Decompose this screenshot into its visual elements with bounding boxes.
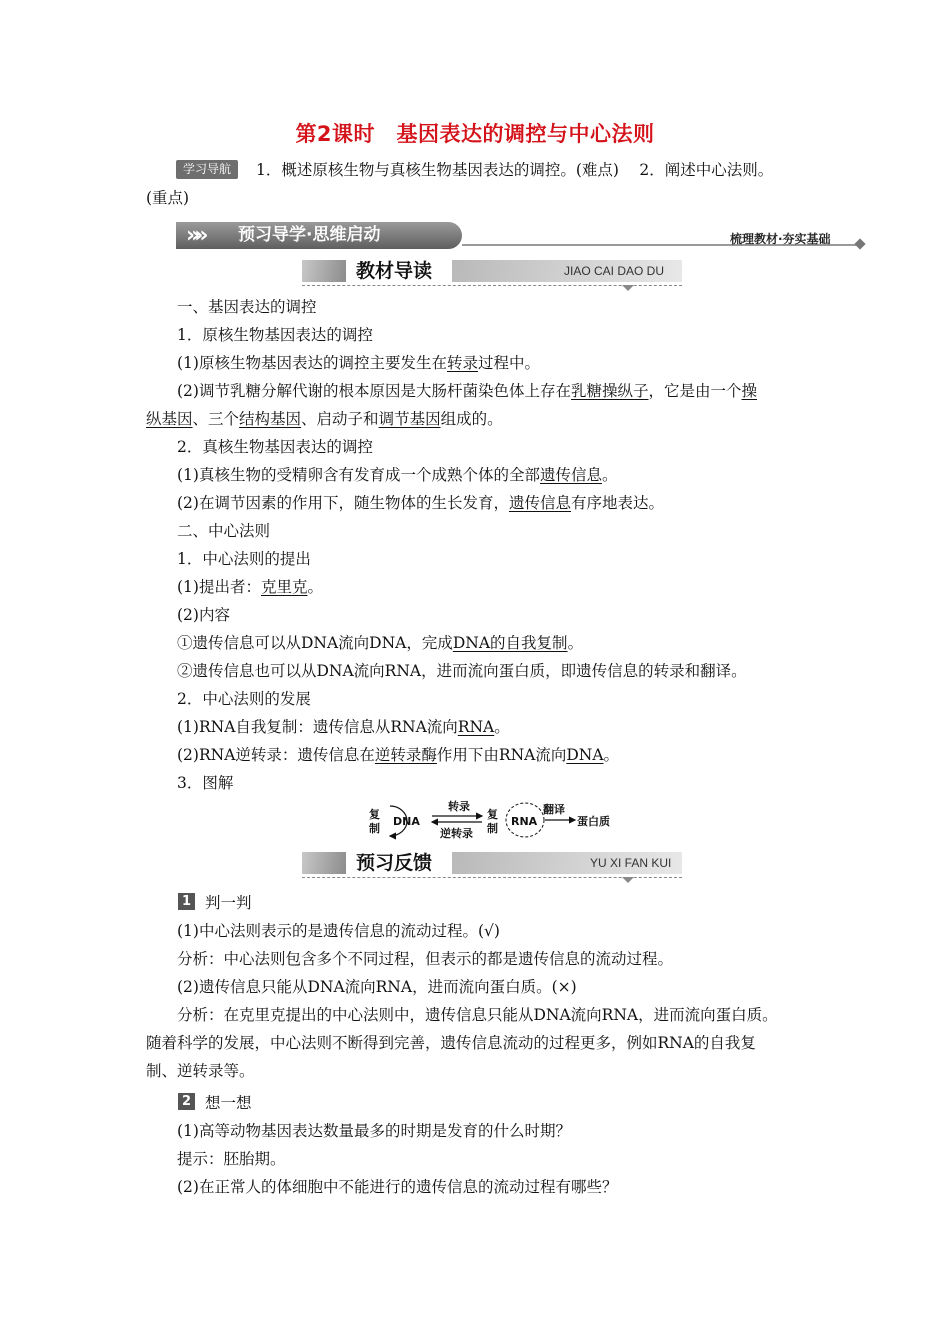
heading-1: 一、基因表达的调控 <box>177 298 317 316</box>
label-transcription: 转录 <box>448 800 470 813</box>
paragraph: (1)原核生物基因表达的调控主要发生在转录过程中。 <box>177 354 540 372</box>
analysis-continued: 制、逆转录等。 <box>146 1062 255 1080</box>
section-header-title: 预习反馈 <box>356 852 433 874</box>
paragraph: (2)调节乳糖分解代谢的根本原因是大肠杆菌染色体上存在乳糖操纵子，它是由一个操 <box>177 382 758 400</box>
central-dogma-diagram <box>360 796 630 846</box>
paragraph: ②遗传信息也可以从DNA流向RNA，进而流向蛋白质，即遗传信息的转录和翻译。 <box>177 662 747 680</box>
paragraph: (2)RNA逆转录：遗传信息在逆转录酶作用下由RNA流向DNA。 <box>177 746 620 764</box>
heading-2-1: 1．中心法则的提出 <box>177 550 311 568</box>
heading-1-2: 2．真核生物基因表达的调控 <box>177 438 373 456</box>
analysis: 分析：中心法则包含多个不同过程，但表示的都是遗传信息的流动过程。 <box>177 950 674 968</box>
banner-title: 预习导学·思维启动 <box>238 225 381 245</box>
analysis: 分析：在克里克提出的中心法则中，遗传信息只能从DNA流向RNA，进而流向蛋白质。 <box>177 1006 778 1024</box>
heading-2-3: 3．图解 <box>177 774 234 792</box>
diamond-icon <box>854 238 865 249</box>
study-guide-badge: 学习导航 <box>176 160 238 179</box>
triangle-down-icon <box>622 285 634 291</box>
section-header-pinyin: YU XI FAN KUI <box>590 856 672 870</box>
label-replication-1a: 复 <box>369 808 380 821</box>
paragraph: ①遗传信息可以从DNA流向DNA，完成DNA的自我复制。 <box>177 634 584 652</box>
label-replication-2a: 复 <box>487 808 498 821</box>
question: (1)中心法则表示的是遗传信息的流动过程。(√) <box>177 922 500 940</box>
analysis-continued: 随着科学的发展，中心法则不断得到完善，遗传信息流动的过程更多，例如RNA的自我复 <box>146 1034 756 1052</box>
label-replication-2b: 制 <box>487 822 498 835</box>
paragraph: (2)在调节因素的作用下，随生物体的生长发育，遗传信息有序地表达。 <box>177 494 664 512</box>
paragraph: (1)真核生物的受精卵含有发育成一个成熟个体的全部遗传信息。 <box>177 466 618 484</box>
heading-2-2: 2．中心法则的发展 <box>177 690 311 708</box>
paragraph: (1)提出者：克里克。 <box>177 578 323 596</box>
item-number-badge: 1 <box>178 893 195 910</box>
page-title: 第2课时 基因表达的调控与中心法则 <box>295 122 655 146</box>
section-header-title: 教材导读 <box>356 260 433 282</box>
paragraph: (1)RNA自我复制：遗传信息从RNA流向RNA。 <box>177 718 510 736</box>
question: (1)高等动物基因表达数量最多的时期是发育的什么时期？ <box>177 1122 571 1140</box>
heading-1-1: 1．原核生物基因表达的调控 <box>177 326 373 344</box>
study-guide-line-2: (重点) <box>146 189 190 207</box>
label-translation: 翻译 <box>543 803 565 816</box>
section-header-left-bar <box>302 260 346 282</box>
subheading-judge: 判一判 <box>205 894 252 912</box>
study-guide-line-1: 1．概述原核生物与真核生物基因表达的调控。(难点) 2．阐述中心法则。 <box>256 161 774 179</box>
triangle-down-icon <box>622 877 634 883</box>
paragraph: 纵基因、三个结构基因、启动子和调节基因组成的。 <box>146 410 503 428</box>
paragraph: (2)内容 <box>177 606 230 624</box>
banner-subtitle: 梳理教材·夯实基础 <box>730 232 831 246</box>
section-header-left-bar <box>302 852 346 874</box>
chevron-right-icon: »» <box>186 223 203 248</box>
node-rna: RNA <box>511 815 538 828</box>
heading-2: 二、中心法则 <box>177 522 271 540</box>
node-dna: DNA <box>393 815 420 828</box>
question: (2)遗传信息只能从DNA流向RNA，进而流向蛋白质。(×) <box>177 978 577 996</box>
question: (2)在正常人的体细胞中不能进行的遗传信息的流动过程有哪些？ <box>177 1178 618 1196</box>
node-protein: 蛋白质 <box>577 815 610 828</box>
hint: 提示：胚胎期。 <box>177 1150 286 1168</box>
item-number-badge: 2 <box>178 1093 195 1110</box>
section-header-textbook <box>302 260 682 290</box>
label-reverse-transcription: 逆转录 <box>440 827 473 840</box>
label-replication-1b: 制 <box>369 822 380 835</box>
section-header-feedback <box>302 852 682 882</box>
section-header-pinyin: JIAO CAI DAO DU <box>564 264 665 278</box>
subheading-think: 想一想 <box>205 1094 252 1112</box>
